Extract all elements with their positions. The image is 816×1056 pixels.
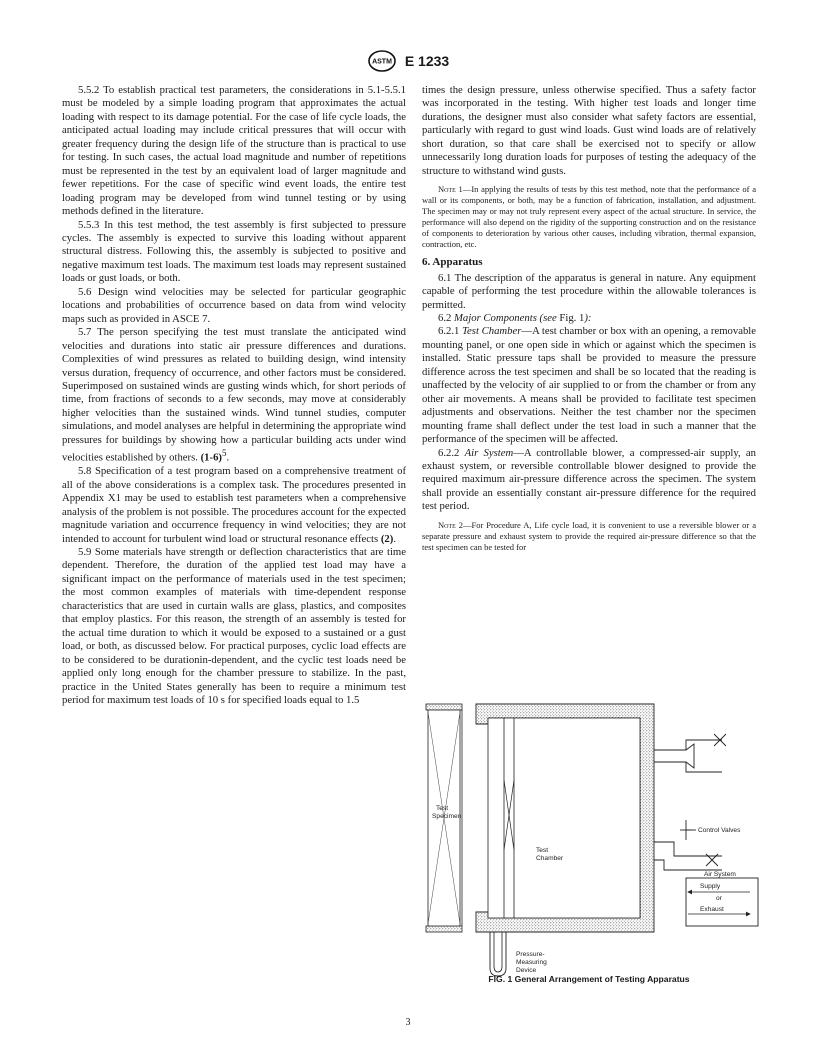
test-chamber-walls	[476, 704, 654, 932]
paragraph-6-2: 6.2 Major Components (see Fig. 1):	[438, 311, 592, 324]
astm-logo-icon	[367, 50, 397, 72]
label-exhaust: Exhaust	[700, 906, 724, 913]
paragraph-5-7: 5.7 The person specifying the test must translate the anticipated wind velocities and durations into static air pressure differences and durations. Complexities of wind pressures as related to building design, wind intensity versus duration, frequency of occurrence, and other factors must be considered. Superimposed on sustained winds are gusting winds which, for short periods of time, from fractions of seconds to a few seconds, may move at considerably higher velocities than the sustained winds. Wind tunnel studies, computer simulations, and model analyses are helpful in determining the appropriate wind pressures for buildings by showing how a particular building acts under wind velocities established by others. $(1-6)^5$.	[62, 326, 406, 464]
label-test-specimen-2: Specimen	[432, 813, 462, 820]
paragraph-5-5-3: 5.5.3 In this test method, the test assembly is first subjected to pressure cycles. The assembly is expected to survive this loading without apparent structural distress. Following this, the assembly is subjected to positive and negative maximum test loads. The maximum test loads may represent sustained loads or gust loads, or both.	[62, 218, 406, 285]
label-pressure-2: Measuring	[516, 959, 547, 966]
paragraph-5-9: 5.9 Some materials have strength or deflection characteristics that are time dependent. Therefore, the duration of the applied test load may have a significant impact on the performance of materials used in the test specimen; the most common examples of materials with time-dependent response characteristics that are used in curtain walls are glass, plastics, and composites that employ plastics. For this reason, the strength of an assembly is tested for the actual time duration to which it would be exposed to a sustained or a gust load, or both, as discussed below. For practical purposes, cyclic load effects are to be considered to be durationin-dependent, and the cyclic test loads need be applied only long enough for the chamber pressure to stabilize. In the past, practice in the United States generally has been to require a minimum test period for maximum test loads of 10 s for specified loads equal to 1.5	[62, 545, 406, 706]
page-header	[0, 50, 816, 72]
paragraph-6-2-1: 6.2.1 Test Chamber—A test chamber or box with an opening, a removable mounting panel, or one open side in which or against which the specimen is installed. Static pressure taps shall be provided to measure the pressure difference across the test specimen and shall be so located that the reading is unaffected by the velocity of air supplied to or from the chamber or from any other air movements. A means shall be provided to facilitate test specimen adjustments and observations. Neither the test chamber nor the specimen mounting frame shall deflect under the test load in such a manner that the performance of the specimen will be affected.	[422, 325, 757, 446]
manometer-icon	[490, 932, 506, 976]
footnote-marker: 5	[221, 448, 227, 459]
label-test-chamber-1: Test	[536, 847, 549, 854]
reference-1-6: (1-6)	[200, 451, 222, 464]
label-or: or	[716, 895, 722, 902]
paragraph-5-8: 5.8 Specification of a test program based on a comprehensive treatment of all of the above considerations is a complex task. The procedures presented in Appendix X1 may be used to establish test parameters when a comprehensive analysis of the problem is not possible. The procedures account for the expected magnitude variation and occurrence frequency in wind velocities; they are not intended to account for turbulent wind load or structural resonance effects (2).	[62, 465, 406, 545]
note-1: Note 1—In applying the results of tests by this test method, note that the performance of a wall or its components, or both, may be a function of fabrication, installation, and adjustment. The specimen may or may not truly represent every aspect of the actual structure. In service, the performance will also depend on the rigidity of the supporting construction and on the resistance of components to deterioration by various other causes, including vibration, thermal expansion, contraction, etc.	[422, 184, 756, 250]
label-pressure-3: Device	[516, 967, 537, 974]
label-supply: Supply	[700, 883, 721, 890]
control-valve-line	[680, 820, 696, 840]
section-6-heading: 6. Apparatus	[422, 256, 483, 269]
label-air-system: Air System	[704, 871, 736, 878]
label-pressure-1: Pressure-	[516, 951, 545, 958]
paragraph-5-5-2: 5.5.2 To establish practical test parameters, the considerations in 5.1-5.5.1 must be modeled by a simple loading program that approximates the actual loading with respect to its damage potential. For the case of life cycle loads, the anticipated actual loading may include critical pressures that will occur with greater frequency during the design life of the structure than is practical to use for testing. In such cases, the actual load magnitude and number of repetitions must be represented in the test by an equivalent load of larger magnitude and fewer repetitions. For the case of specific wind event loads, the entire test loading program may be developed from wind tunnel testing or by using methods defined in the literature.	[62, 84, 406, 218]
page-number: 3	[405, 1017, 411, 1028]
standard-number: E 1233	[404, 53, 450, 69]
lower-pipe	[654, 842, 722, 870]
right-column	[422, 84, 756, 559]
note-2: Note 2—For Procedure A, Life cycle load, it is convenient to use a reversible blower or a separate pressure and exhaust system to provide the required air-pressure difference so that the test specimen can be tested for	[422, 519, 756, 552]
paragraph-6-1: 6.1 The description of the apparatus is general in nature. Any equipment capable of performing the test procedure within the allowable tolerances is permitted.	[422, 271, 756, 311]
figure-1-diagram	[424, 700, 760, 982]
figure-caption: FIG. 1 General Arrangement of Testing Apparatus	[488, 974, 690, 984]
label-control-valves: Control Valves	[698, 827, 741, 834]
air-system-box	[686, 878, 758, 926]
svg-text:ASTM: ASTM	[371, 58, 392, 66]
label-test-chamber-2: Chamber	[536, 855, 564, 862]
paragraph-5-6: 5.6 Design wind velocities may be selected for particular geographic locations and probabilities of occurrence based on data from wind velocity maps such as provided in ASCE 7.	[62, 285, 406, 325]
left-column	[62, 84, 406, 707]
label-test-specimen-1: Test	[436, 805, 449, 812]
blower-icon	[504, 718, 514, 918]
upper-pipe	[654, 740, 722, 772]
figure-1-link[interactable]: Fig. 1	[559, 311, 585, 324]
paragraph-6-2-2: 6.2.2 Air System—A controllable blower, a compressed-air supply, an exhaust system, or reversible controllable blower designed to provide the required maximum air-pressure difference across the specimen. The system shall provide an essentially constant air-pressure difference for the required test period.	[422, 446, 757, 513]
reference-2: (2)	[380, 532, 394, 545]
paragraph-continued: times the design pressure, unless otherwise specified. Thus a safety factor was incorporated in the testing. With higher test loads and longer time durations, the designer must also consider what safety factors are essential, particularly with regard to gust wind loads. Gust wind loads are of relatively short duration, so that care shall be exercised not to specify or allow unnecessarily long duration loads for purposes of testing the adequacy of the structure to withstand wind gusts.	[422, 84, 756, 177]
